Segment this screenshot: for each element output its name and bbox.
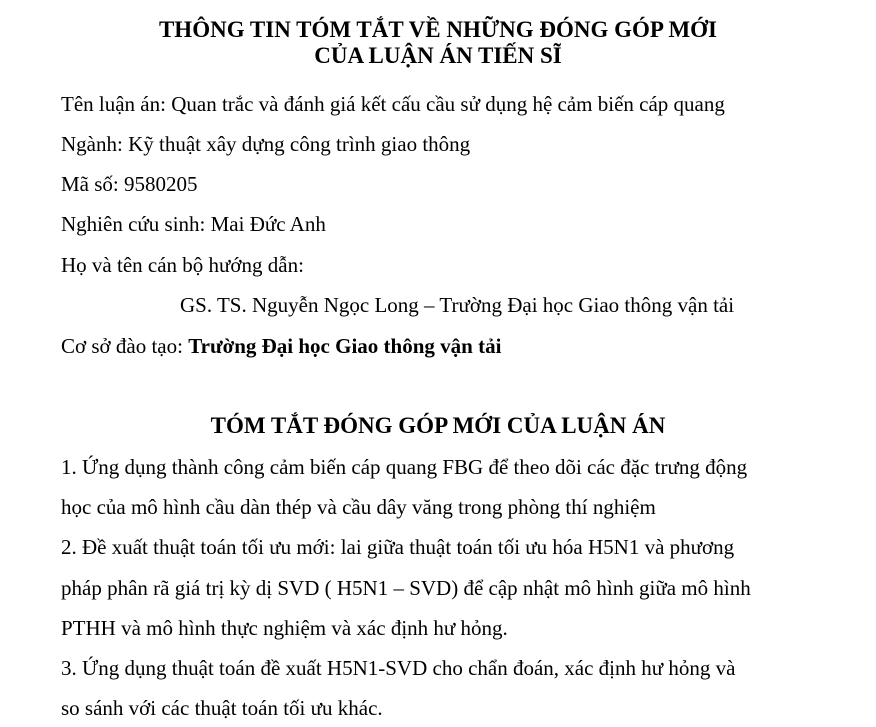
code-row	[61, 171, 198, 197]
contribution-2-line2: pháp phân rã giá trị kỳ dị SVD ( H5N1 – SVD) để cập nhật mô hình giữa mô hình	[61, 576, 751, 600]
thesis-title-label: Tên luận án:	[61, 92, 166, 116]
document-title-line2: CỦA LUẬN ÁN TIẾN SĨ	[314, 43, 562, 68]
major-label: Ngành:	[61, 132, 123, 156]
thesis-title-row	[61, 91, 725, 117]
institution-row	[61, 333, 501, 359]
contribution-3-line1: 3. Ứng dụng thuật toán đề xuất H5N1-SVD cho chẩn đoán, xác định hư hỏng và	[61, 656, 736, 680]
contribution-3-line2: so sánh với các thuật toán tối ưu khác.	[61, 696, 383, 720]
summary-heading: TÓM TẮT ĐÓNG GÓP MỚI CỦA LUẬN ÁN	[210, 413, 666, 438]
thesis-title-value: Quan trắc và đánh giá kết cấu cầu sử dụng hệ cảm biến cáp quang	[171, 92, 725, 116]
supervisor-label: Họ và tên cán bộ hướng dẫn:	[61, 253, 304, 277]
institution-value: Trường Đại học Giao thông vận tải	[188, 334, 502, 358]
student-label: Nghiên cứu sinh:	[61, 212, 206, 236]
major-row	[61, 131, 470, 157]
contribution-1-line2: học của mô hình cầu dàn thép và cầu dây văng trong phòng thí nghiệm	[61, 495, 656, 519]
contribution-1-line1: 1. Ứng dụng thành công cảm biến cáp quang FBG để theo dõi các đặc trưng động	[61, 455, 748, 479]
code-label: Mã số:	[61, 172, 119, 196]
contribution-2-line3: PTHH và mô hình thực nghiệm và xác định hư hỏng.	[61, 616, 508, 640]
supervisor-value: GS. TS. Nguyễn Ngọc Long – Trường Đại học Giao thông vận tải	[180, 293, 735, 317]
student-row	[61, 211, 326, 237]
code-value: 9580205	[124, 172, 198, 196]
document-title-line1: THÔNG TIN TÓM TẮT VỀ NHỮNG ĐÓNG GÓP MỚI	[158, 17, 718, 42]
student-value: Mai Đức Anh	[210, 212, 326, 236]
contribution-2-line1: 2. Đề xuất thuật toán tối ưu mới: lai giữa thuật toán tối ưu hóa H5N1 và phương	[61, 535, 735, 559]
major-value: Kỹ thuật xây dựng công trình giao thông	[128, 132, 471, 156]
institution-label: Cơ sở đào tạo:	[61, 334, 183, 358]
